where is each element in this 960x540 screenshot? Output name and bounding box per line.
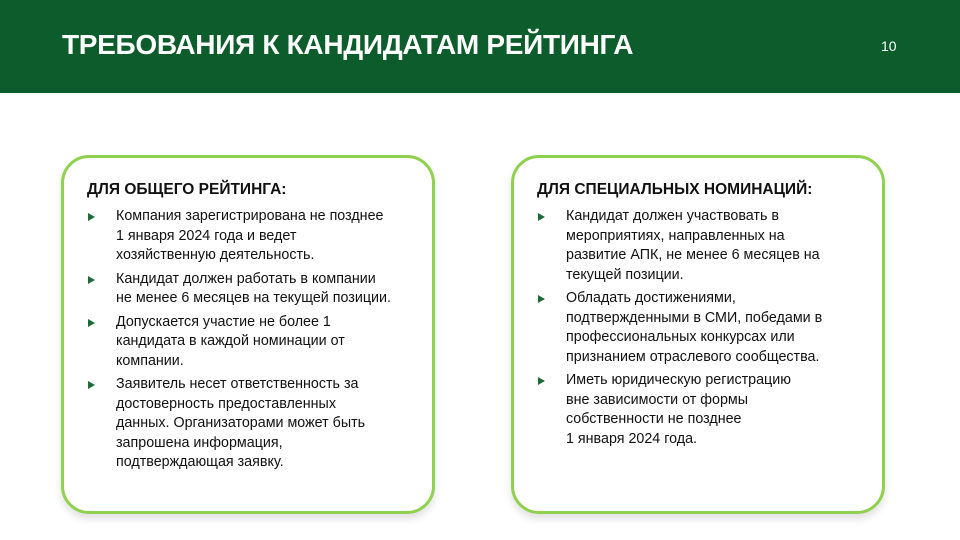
list-item <box>537 207 857 285</box>
triangle-bullet-icon <box>88 213 95 221</box>
general-rating-list <box>87 207 407 477</box>
page-number: 10 <box>881 38 897 54</box>
list-item <box>87 207 407 266</box>
triangle-bullet-icon <box>88 276 95 284</box>
item-text-line: Кандидат должен участвовать в <box>566 208 779 224</box>
item-text-line: кандидата в каждой номинации от <box>116 333 345 349</box>
special-nominations-heading: ДЛЯ СПЕЦИАЛЬНЫХ НОМИНАЦИЙ: <box>537 181 813 198</box>
item-text-line: развитие АПК, не менее 6 месяцев на <box>566 247 820 263</box>
item-text-line: запрошена информация, <box>116 434 283 451</box>
item-text-line: текущей позиции. <box>566 266 684 283</box>
item-text-line: хозяйственную деятельность. <box>116 247 315 263</box>
item-text-line: 1 января 2024 года. <box>566 430 698 447</box>
list-item <box>87 270 407 309</box>
item-text-line: Кандидат должен работать в компании <box>116 270 376 287</box>
item-text-line: подтвержденными в СМИ, победами в <box>566 309 823 326</box>
list-item <box>537 371 857 449</box>
item-text-line: достоверность предоставленных <box>116 395 336 412</box>
item-text-line: Обладать достижениями, <box>566 290 736 306</box>
special-nominations-list <box>537 207 857 453</box>
triangle-bullet-icon <box>538 213 545 221</box>
triangle-bullet-icon <box>538 295 545 303</box>
item-text-line: подтверждающая заявку. <box>116 454 284 470</box>
item-text-line: 1 января 2024 года и ведет <box>116 227 297 244</box>
special-nominations-card <box>511 155 885 514</box>
general-rating-heading: ДЛЯ ОБЩЕГО РЕЙТИНГА: <box>87 181 287 198</box>
list-item <box>87 375 407 473</box>
item-text-line: Компания зарегистрирована не позднее <box>116 208 384 224</box>
slide-title: ТРЕБОВАНИЯ К КАНДИДАТАМ РЕЙТИНГА <box>62 29 634 60</box>
item-text-line: данных. Организаторами может быть <box>116 415 366 431</box>
item-text-line: профессиональных конкурсах или <box>566 329 795 345</box>
item-text-line: Допускается участие не более 1 <box>116 313 331 330</box>
item-text-line: Иметь юридическую регистрацию <box>566 372 791 388</box>
slide-header <box>0 0 960 93</box>
triangle-bullet-icon <box>88 319 95 327</box>
general-rating-card <box>61 155 435 514</box>
item-text-line: не менее 6 месяцев на текущей позиции. <box>116 290 391 306</box>
item-text-line: собственности не позднее <box>566 411 742 427</box>
item-text-line: признанием отраслевого сообщества. <box>566 348 820 365</box>
item-text-line: Заявитель несет ответственность за <box>116 376 359 392</box>
triangle-bullet-icon <box>538 377 545 385</box>
item-text-line: вне зависимости от формы <box>566 391 748 408</box>
list-item <box>87 313 407 372</box>
triangle-bullet-icon <box>88 381 95 389</box>
item-text-line: мероприятиях, направленных на <box>566 227 785 244</box>
list-item <box>537 289 857 367</box>
item-text-line: компании. <box>116 352 184 369</box>
